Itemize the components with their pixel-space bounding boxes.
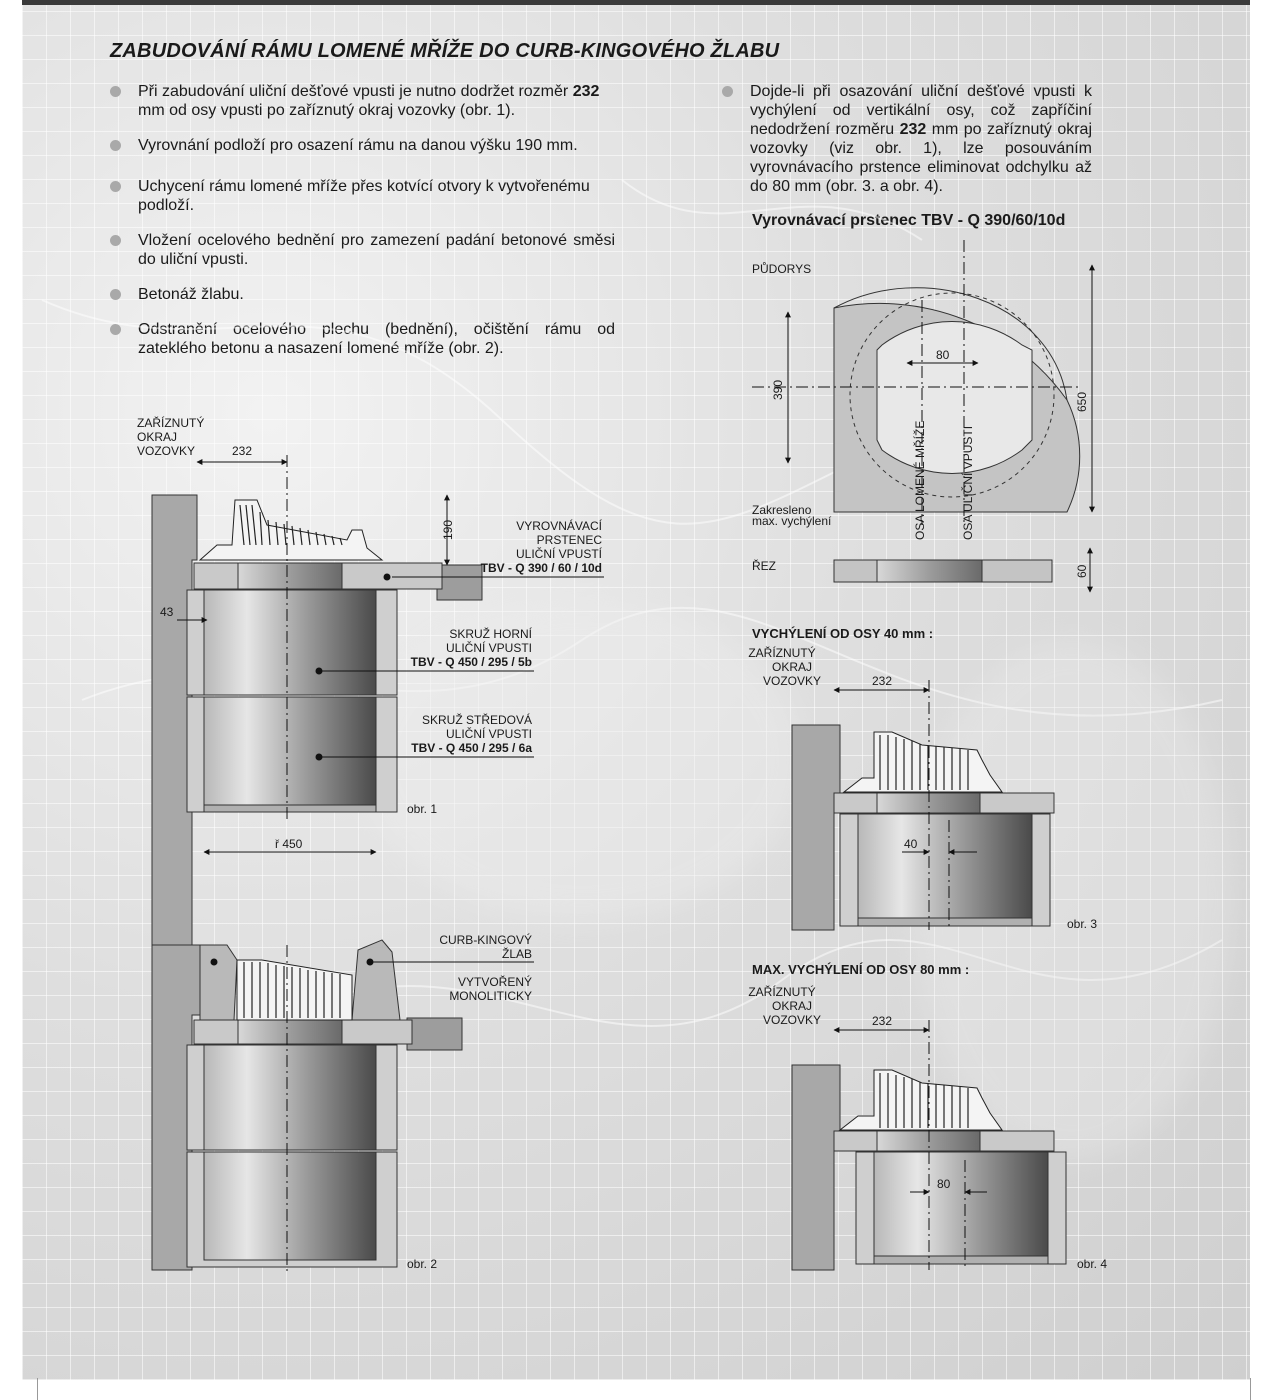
dim-190: 190 (441, 519, 455, 540)
page-title: ZABUDOVÁNÍ RÁMU LOMENÉ MŘÍŽE DO CURB-KINGOVÉHO ŽLABU (110, 40, 780, 62)
dim-650: 650 (1075, 391, 1089, 412)
fig4-heading: MAX. VYCHÝLENÍ OD OSY 80 mm : (752, 962, 970, 977)
step-3: Uchycení rámu lomené mříže přes kotvící otvory k vytvořenému podloží. (110, 177, 615, 215)
edge-label-1b: OKRAJ (137, 430, 178, 444)
step-6: Odstranění ocelového plechu (bednění), očištění rámu od zateklého betonu a nasazení lomené mříže (obr. 2). (110, 320, 615, 358)
upper-label-a: SKRUŽ HORNÍ (449, 627, 532, 641)
crop-mark-left (37, 1378, 38, 1400)
fig3-edge-a: ZAŘÍZNUTÝ (748, 646, 816, 660)
note-item: Dojde-li při osazování uliční dešťové vpusti k vychýlení od vertikální osy, což zapříčiní nedodržení rozměru 232 mm po zaříznutý okraj vozovky (viz obr. 1), lze posouváním vyrovnávacího prstence eliminovat odchylku až do 80 mm (obr. 3. a obr. 4). (722, 82, 1092, 196)
plan-note-b: max. vychýlení (752, 514, 832, 528)
fig3-dim-232: 232 (872, 674, 893, 688)
fig4-edge-c: VOZOVKY (762, 1013, 822, 1027)
middle-label-a: SKRUŽ STŘEDOVÁ (421, 713, 532, 727)
dim-232: 232 (232, 444, 253, 458)
fig4-edge-b: OKRAJ (771, 999, 813, 1013)
curb-king-channel (200, 945, 237, 1020)
mono-label-a: VYTVOŘENÝ (457, 975, 532, 989)
fig3-edge-b: OKRAJ (771, 660, 813, 674)
plan-note-a: Zakresleno (752, 503, 812, 517)
fig3-dim-offset: 40 (904, 837, 918, 851)
edge-label-1c: VOZOVKY (137, 444, 196, 458)
ring-plan (752, 240, 1092, 592)
mono-label-b: MONOLITICKY (449, 989, 532, 1003)
dim-60: 60 (1075, 564, 1089, 578)
axis-inlet-label: OSA ULIČNÍ VPUSTI (961, 425, 975, 540)
road-surface (437, 565, 482, 600)
grate-frame (200, 500, 382, 560)
middle-label-b: ULIČNÍ VPUSTI (445, 727, 532, 741)
step-2: Vyrovnání podloží pro osazení rámu na danou výšku 190 mm. (110, 136, 615, 155)
figure-4-caption: obr. 4 (1077, 1257, 1108, 1271)
step-4: Vložení ocelového bednění pro zamezení padání betonové směsi do uliční vpusti. (110, 231, 615, 269)
section-label: ŘEZ (752, 559, 776, 573)
middle-code: TBV - Q 450 / 295 / 6a (411, 741, 532, 755)
curb-label-b: ŽLAB (501, 947, 532, 961)
dim-43: 43 (160, 605, 174, 619)
dim-450: ř 450 (275, 837, 303, 851)
ring-label-c: ULIČNÍ VPUSTÍ (515, 547, 602, 561)
step-5: Betonáž žlabu. (110, 285, 615, 304)
dim-390: 390 (771, 379, 785, 400)
figure-2-caption: obr. 2 (407, 1257, 438, 1271)
ring-title: Vyrovnávací prstenec TBV - Q 390/60/10d (752, 212, 1066, 229)
figure-1-caption: obr. 1 (407, 802, 438, 816)
crop-mark-right (1250, 1378, 1251, 1400)
step-1: Při zabudování uliční dešťové vpusti je nutno dodržet rozměr 232 mm od osy vpusti po zaříznutý okraj vozovky (obr. 1). (110, 82, 615, 120)
fig3-edge-c: VOZOVKY (762, 674, 822, 688)
ring-label-a: VYROVNÁVACÍ (516, 519, 602, 533)
curb-label-a: CURB-KINGOVÝ (439, 933, 532, 947)
document-page (22, 0, 1250, 1380)
fig4-dim-offset: 80 (937, 1177, 951, 1191)
upper-code: TBV - Q 450 / 295 / 5b (410, 655, 532, 669)
axis-grate-label: OSA LOMENÉ MŘÍŽE (913, 420, 927, 540)
ring-code: TBV - Q 390 / 60 / 10d (480, 561, 602, 575)
dim-80: 80 (936, 348, 950, 362)
fig4-edge-a: ZAŘÍZNUTÝ (748, 985, 816, 999)
plan-label: PŮDORYS (752, 262, 812, 276)
figure-2 (152, 932, 534, 1275)
fig4-dim-232: 232 (872, 1014, 893, 1028)
fig3-heading: VYCHÝLENÍ OD OSY 40 mm : (752, 626, 934, 641)
ring-label-b: PRSTENEC (536, 533, 602, 547)
figure-3-caption: obr. 3 (1067, 917, 1098, 931)
upper-label-b: ULIČNÍ VPUSTI (445, 641, 532, 655)
technical-drawings (22, 0, 1250, 1380)
edge-label-1a: ZAŘÍZNUTÝ (137, 416, 205, 430)
